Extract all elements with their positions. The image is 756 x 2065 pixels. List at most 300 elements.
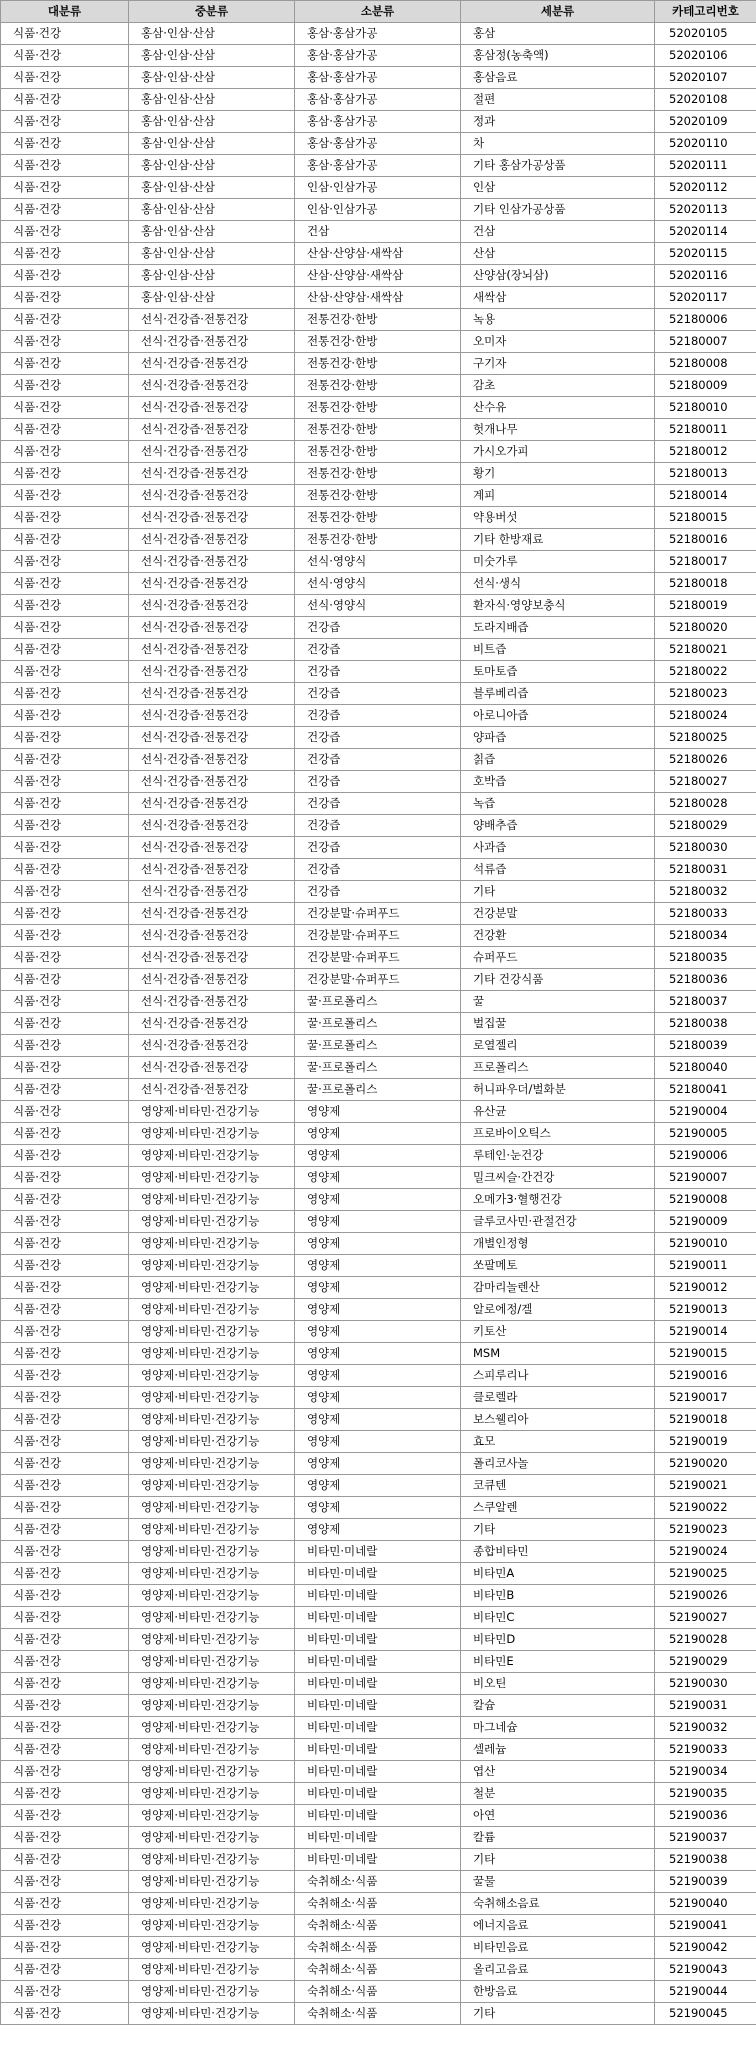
- table-row: [1, 771, 756, 793]
- minor-category-cell: 비타민·미네랄: [295, 1739, 461, 1761]
- table-row: [1, 1783, 756, 1805]
- major-category-cell: 식품·건강: [1, 331, 129, 353]
- table-row: [1, 507, 756, 529]
- minor-category-cell: 비타민·미네랄: [295, 1673, 461, 1695]
- sub-category-cell: 스피루리나: [461, 1365, 655, 1387]
- minor-category-cell: 건강즙: [295, 705, 461, 727]
- sub-category-cell: 차: [461, 133, 655, 155]
- minor-category-cell: 전통건강·한방: [295, 441, 461, 463]
- major-category-cell: 식품·건강: [1, 881, 129, 903]
- table-row: [1, 463, 756, 485]
- sub-category-cell: 도라지배즙: [461, 617, 655, 639]
- major-category-cell: 식품·건강: [1, 23, 129, 45]
- middle-category-cell: 선식·건강즙·전통건강: [129, 881, 295, 903]
- minor-category-cell: 비타민·미네랄: [295, 1849, 461, 1871]
- minor-category-cell: 꿀·프로폴리스: [295, 1013, 461, 1035]
- category-number-cell: 52180026: [655, 749, 756, 771]
- table-row: [1, 661, 756, 683]
- sub-category-cell: 감마리놀렌산: [461, 1277, 655, 1299]
- major-category-cell: 식품·건강: [1, 1387, 129, 1409]
- table-row: [1, 969, 756, 991]
- middle-category-cell: 영양제·비타민·건강기능: [129, 1497, 295, 1519]
- header-major-category: 대분류: [1, 1, 129, 23]
- minor-category-cell: 비타민·미네랄: [295, 1629, 461, 1651]
- minor-category-cell: 홍삼·홍삼가공: [295, 133, 461, 155]
- category-number-cell: 52020114: [655, 221, 756, 243]
- sub-category-cell: 글루코사민·관절건강: [461, 1211, 655, 1233]
- table-row: [1, 1057, 756, 1079]
- minor-category-cell: 비타민·미네랄: [295, 1717, 461, 1739]
- middle-category-cell: 영양제·비타민·건강기능: [129, 1343, 295, 1365]
- major-category-cell: 식품·건강: [1, 771, 129, 793]
- middle-category-cell: 선식·건강즙·전통건강: [129, 353, 295, 375]
- category-number-cell: 52190035: [655, 1783, 756, 1805]
- sub-category-cell: 산수유: [461, 397, 655, 419]
- category-number-cell: 52020112: [655, 177, 756, 199]
- middle-category-cell: 영양제·비타민·건강기능: [129, 1937, 295, 1959]
- category-number-cell: 52180039: [655, 1035, 756, 1057]
- major-category-cell: 식품·건강: [1, 375, 129, 397]
- middle-category-cell: 영양제·비타민·건강기능: [129, 1299, 295, 1321]
- table-row: [1, 1981, 756, 2003]
- minor-category-cell: 영양제: [295, 1343, 461, 1365]
- sub-category-cell: 칼륨: [461, 1827, 655, 1849]
- table-row: [1, 881, 756, 903]
- sub-category-cell: 쏘팔메토: [461, 1255, 655, 1277]
- category-number-cell: 52190020: [655, 1453, 756, 1475]
- category-number-cell: 52180028: [655, 793, 756, 815]
- sub-category-cell: 프로바이오틱스: [461, 1123, 655, 1145]
- middle-category-cell: 영양제·비타민·건강기능: [129, 1409, 295, 1431]
- sub-category-cell: 토마토즙: [461, 661, 655, 683]
- table-row: [1, 485, 756, 507]
- category-number-cell: 52180006: [655, 309, 756, 331]
- table-row: [1, 243, 756, 265]
- category-number-cell: 52180007: [655, 331, 756, 353]
- table-row: [1, 375, 756, 397]
- major-category-cell: 식품·건강: [1, 397, 129, 419]
- major-category-cell: 식품·건강: [1, 1211, 129, 1233]
- minor-category-cell: 산삼·산양삼·새싹삼: [295, 243, 461, 265]
- major-category-cell: 식품·건강: [1, 67, 129, 89]
- table-row: [1, 793, 756, 815]
- category-number-cell: 52190031: [655, 1695, 756, 1717]
- table-row: [1, 2003, 756, 2025]
- table-row: [1, 1563, 756, 1585]
- table-row: [1, 991, 756, 1013]
- category-number-cell: 52190009: [655, 1211, 756, 1233]
- sub-category-cell: 오메가3·혈행건강: [461, 1189, 655, 1211]
- category-number-cell: 52190030: [655, 1673, 756, 1695]
- middle-category-cell: 선식·건강즙·전통건강: [129, 815, 295, 837]
- minor-category-cell: 영양제: [295, 1519, 461, 1541]
- middle-category-cell: 홍삼·인삼·산삼: [129, 45, 295, 67]
- category-number-cell: 52020105: [655, 23, 756, 45]
- sub-category-cell: 보스웰리아: [461, 1409, 655, 1431]
- middle-category-cell: 영양제·비타민·건강기능: [129, 1321, 295, 1343]
- table-row: [1, 1255, 756, 1277]
- middle-category-cell: 영양제·비타민·건강기능: [129, 1695, 295, 1717]
- major-category-cell: 식품·건강: [1, 287, 129, 309]
- category-number-cell: 52190014: [655, 1321, 756, 1343]
- table-body: [1, 23, 756, 2025]
- sub-category-cell: 미숫가루: [461, 551, 655, 573]
- sub-category-cell: 엽산: [461, 1761, 655, 1783]
- middle-category-cell: 홍삼·인삼·산삼: [129, 265, 295, 287]
- minor-category-cell: 전통건강·한방: [295, 485, 461, 507]
- table-row: [1, 727, 756, 749]
- table-row: [1, 1695, 756, 1717]
- major-category-cell: 식품·건강: [1, 1783, 129, 1805]
- major-category-cell: 식품·건강: [1, 1519, 129, 1541]
- sub-category-cell: 허니파우더/벌화분: [461, 1079, 655, 1101]
- category-number-cell: 52180015: [655, 507, 756, 529]
- minor-category-cell: 비타민·미네랄: [295, 1607, 461, 1629]
- middle-category-cell: 영양제·비타민·건강기능: [129, 1981, 295, 2003]
- major-category-cell: 식품·건강: [1, 199, 129, 221]
- sub-category-cell: 기타: [461, 1849, 655, 1871]
- sub-category-cell: 블루베리즙: [461, 683, 655, 705]
- minor-category-cell: 비타민·미네랄: [295, 1761, 461, 1783]
- major-category-cell: 식품·건강: [1, 441, 129, 463]
- middle-category-cell: 영양제·비타민·건강기능: [129, 1651, 295, 1673]
- sub-category-cell: 정과: [461, 111, 655, 133]
- minor-category-cell: 비타민·미네랄: [295, 1651, 461, 1673]
- major-category-cell: 식품·건강: [1, 1233, 129, 1255]
- minor-category-cell: 건강분말·슈퍼푸드: [295, 925, 461, 947]
- category-number-cell: 52190015: [655, 1343, 756, 1365]
- minor-category-cell: 숙취해소·식품: [295, 2003, 461, 2025]
- sub-category-cell: 기타 인삼가공상품: [461, 199, 655, 221]
- middle-category-cell: 영양제·비타민·건강기능: [129, 1783, 295, 1805]
- category-number-cell: 52020110: [655, 133, 756, 155]
- middle-category-cell: 홍삼·인삼·산삼: [129, 23, 295, 45]
- middle-category-cell: 영양제·비타민·건강기능: [129, 1585, 295, 1607]
- category-number-cell: 52190006: [655, 1145, 756, 1167]
- major-category-cell: 식품·건강: [1, 639, 129, 661]
- sub-category-cell: 비타민음료: [461, 1937, 655, 1959]
- minor-category-cell: 홍삼·홍삼가공: [295, 45, 461, 67]
- middle-category-cell: 영양제·비타민·건강기능: [129, 1959, 295, 1981]
- minor-category-cell: 영양제: [295, 1145, 461, 1167]
- major-category-cell: 식품·건강: [1, 1079, 129, 1101]
- minor-category-cell: 전통건강·한방: [295, 529, 461, 551]
- category-number-cell: 52190023: [655, 1519, 756, 1541]
- middle-category-cell: 영양제·비타민·건강기능: [129, 1189, 295, 1211]
- sub-category-cell: 유산균: [461, 1101, 655, 1123]
- major-category-cell: 식품·건강: [1, 353, 129, 375]
- table-row: [1, 89, 756, 111]
- middle-category-cell: 영양제·비타민·건강기능: [129, 1123, 295, 1145]
- minor-category-cell: 인삼·인삼가공: [295, 199, 461, 221]
- sub-category-cell: 건삼: [461, 221, 655, 243]
- major-category-cell: 식품·건강: [1, 1475, 129, 1497]
- minor-category-cell: 영양제: [295, 1101, 461, 1123]
- table-row: [1, 1607, 756, 1629]
- table-row: [1, 903, 756, 925]
- major-category-cell: 식품·건강: [1, 1937, 129, 1959]
- table-row: [1, 1233, 756, 1255]
- sub-category-cell: 폴리코사놀: [461, 1453, 655, 1475]
- major-category-cell: 식품·건강: [1, 177, 129, 199]
- sub-category-cell: 꿀물: [461, 1871, 655, 1893]
- middle-category-cell: 영양제·비타민·건강기능: [129, 1519, 295, 1541]
- category-number-cell: 52020115: [655, 243, 756, 265]
- middle-category-cell: 선식·건강즙·전통건강: [129, 419, 295, 441]
- table-row: [1, 1277, 756, 1299]
- sub-category-cell: 슈퍼푸드: [461, 947, 655, 969]
- table-row: [1, 45, 756, 67]
- table-row: [1, 1959, 756, 1981]
- sub-category-cell: 숙취해소음료: [461, 1893, 655, 1915]
- table-row: [1, 331, 756, 353]
- major-category-cell: 식품·건강: [1, 1431, 129, 1453]
- table-row: [1, 23, 756, 45]
- major-category-cell: 식품·건강: [1, 89, 129, 111]
- table-row: [1, 1629, 756, 1651]
- sub-category-cell: 칡즙: [461, 749, 655, 771]
- middle-category-cell: 영양제·비타민·건강기능: [129, 1915, 295, 1937]
- table-row: [1, 265, 756, 287]
- minor-category-cell: 영양제: [295, 1453, 461, 1475]
- table-row: [1, 1937, 756, 1959]
- category-number-cell: 52190024: [655, 1541, 756, 1563]
- middle-category-cell: 선식·건강즙·전통건강: [129, 947, 295, 969]
- table-row: [1, 1497, 756, 1519]
- category-number-cell: 52190018: [655, 1409, 756, 1431]
- middle-category-cell: 영양제·비타민·건강기능: [129, 1101, 295, 1123]
- middle-category-cell: 선식·건강즙·전통건강: [129, 793, 295, 815]
- major-category-cell: 식품·건강: [1, 1299, 129, 1321]
- table-row: [1, 1827, 756, 1849]
- minor-category-cell: 비타민·미네랄: [295, 1585, 461, 1607]
- table-row: [1, 1101, 756, 1123]
- major-category-cell: 식품·건강: [1, 1761, 129, 1783]
- category-number-cell: 52180023: [655, 683, 756, 705]
- major-category-cell: 식품·건강: [1, 551, 129, 573]
- table-row: [1, 705, 756, 727]
- table-row: [1, 397, 756, 419]
- sub-category-cell: 비트즙: [461, 639, 655, 661]
- minor-category-cell: 전통건강·한방: [295, 463, 461, 485]
- category-number-cell: 52180010: [655, 397, 756, 419]
- major-category-cell: 식품·건강: [1, 1827, 129, 1849]
- table-row: [1, 1299, 756, 1321]
- category-number-cell: 52190008: [655, 1189, 756, 1211]
- sub-category-cell: 홍삼음료: [461, 67, 655, 89]
- minor-category-cell: 전통건강·한방: [295, 331, 461, 353]
- minor-category-cell: 홍삼·홍삼가공: [295, 23, 461, 45]
- minor-category-cell: 선식·영양식: [295, 551, 461, 573]
- table-row: [1, 1321, 756, 1343]
- middle-category-cell: 영양제·비타민·건강기능: [129, 1233, 295, 1255]
- table-row: [1, 1805, 756, 1827]
- sub-category-cell: 양배추즙: [461, 815, 655, 837]
- minor-category-cell: 영양제: [295, 1211, 461, 1233]
- middle-category-cell: 영양제·비타민·건강기능: [129, 1761, 295, 1783]
- sub-category-cell: 비타민E: [461, 1651, 655, 1673]
- table-row: [1, 1673, 756, 1695]
- sub-category-cell: 기타: [461, 2003, 655, 2025]
- middle-category-cell: 영양제·비타민·건강기능: [129, 1629, 295, 1651]
- minor-category-cell: 숙취해소·식품: [295, 1915, 461, 1937]
- minor-category-cell: 인삼·인삼가공: [295, 177, 461, 199]
- sub-category-cell: 칼슘: [461, 1695, 655, 1717]
- category-number-cell: 52020116: [655, 265, 756, 287]
- minor-category-cell: 건강분말·슈퍼푸드: [295, 969, 461, 991]
- table-row: [1, 1717, 756, 1739]
- table-row: [1, 1189, 756, 1211]
- sub-category-cell: 비타민C: [461, 1607, 655, 1629]
- category-number-cell: 52180025: [655, 727, 756, 749]
- sub-category-cell: 환자식·영양보충식: [461, 595, 655, 617]
- sub-category-cell: 계피: [461, 485, 655, 507]
- category-number-cell: 52180020: [655, 617, 756, 639]
- major-category-cell: 식품·건강: [1, 1101, 129, 1123]
- major-category-cell: 식품·건강: [1, 1541, 129, 1563]
- category-number-cell: 52180014: [655, 485, 756, 507]
- table-row: [1, 1387, 756, 1409]
- category-number-cell: 52180008: [655, 353, 756, 375]
- minor-category-cell: 영양제: [295, 1387, 461, 1409]
- major-category-cell: 식품·건강: [1, 1673, 129, 1695]
- sub-category-cell: 홍삼정(농축액): [461, 45, 655, 67]
- middle-category-cell: 영양제·비타민·건강기능: [129, 1673, 295, 1695]
- minor-category-cell: 전통건강·한방: [295, 419, 461, 441]
- middle-category-cell: 홍삼·인삼·산삼: [129, 177, 295, 199]
- sub-category-cell: 선식·생식: [461, 573, 655, 595]
- major-category-cell: 식품·건강: [1, 1981, 129, 2003]
- minor-category-cell: 산삼·산양삼·새싹삼: [295, 287, 461, 309]
- minor-category-cell: 영양제: [295, 1233, 461, 1255]
- table-row: [1, 639, 756, 661]
- table-row: [1, 1915, 756, 1937]
- table-row: [1, 1453, 756, 1475]
- category-number-cell: 52190032: [655, 1717, 756, 1739]
- middle-category-cell: 홍삼·인삼·산삼: [129, 133, 295, 155]
- minor-category-cell: 선식·영양식: [295, 573, 461, 595]
- category-number-cell: 52180018: [655, 573, 756, 595]
- category-number-cell: 52180011: [655, 419, 756, 441]
- category-number-cell: 52190039: [655, 1871, 756, 1893]
- middle-category-cell: 선식·건강즙·전통건강: [129, 639, 295, 661]
- category-number-cell: 52180036: [655, 969, 756, 991]
- table-row: [1, 1475, 756, 1497]
- middle-category-cell: 홍삼·인삼·산삼: [129, 243, 295, 265]
- sub-category-cell: 건강분말: [461, 903, 655, 925]
- category-number-cell: 52190041: [655, 1915, 756, 1937]
- category-number-cell: 52190007: [655, 1167, 756, 1189]
- category-number-cell: 52190037: [655, 1827, 756, 1849]
- table-row: [1, 925, 756, 947]
- sub-category-cell: 기타 한방재료: [461, 529, 655, 551]
- major-category-cell: 식품·건강: [1, 1343, 129, 1365]
- major-category-cell: 식품·건강: [1, 155, 129, 177]
- sub-category-cell: 홍삼: [461, 23, 655, 45]
- table-row: [1, 947, 756, 969]
- minor-category-cell: 숙취해소·식품: [295, 1893, 461, 1915]
- sub-category-cell: 프로폴리스: [461, 1057, 655, 1079]
- middle-category-cell: 영양제·비타민·건강기능: [129, 1431, 295, 1453]
- major-category-cell: 식품·건강: [1, 991, 129, 1013]
- sub-category-cell: 셀레늄: [461, 1739, 655, 1761]
- table-row: [1, 177, 756, 199]
- middle-category-cell: 선식·건강즙·전통건강: [129, 683, 295, 705]
- category-number-cell: 52190034: [655, 1761, 756, 1783]
- middle-category-cell: 선식·건강즙·전통건강: [129, 397, 295, 419]
- sub-category-cell: 산양삼(장뇌삼): [461, 265, 655, 287]
- major-category-cell: 식품·건강: [1, 1145, 129, 1167]
- major-category-cell: 식품·건강: [1, 1805, 129, 1827]
- major-category-cell: 식품·건강: [1, 1629, 129, 1651]
- major-category-cell: 식품·건강: [1, 1695, 129, 1717]
- table-row: [1, 1167, 756, 1189]
- middle-category-cell: 선식·건강즙·전통건강: [129, 1013, 295, 1035]
- sub-category-cell: 키토산: [461, 1321, 655, 1343]
- middle-category-cell: 영양제·비타민·건강기능: [129, 2003, 295, 2025]
- middle-category-cell: 영양제·비타민·건강기능: [129, 1211, 295, 1233]
- minor-category-cell: 건강분말·슈퍼푸드: [295, 947, 461, 969]
- middle-category-cell: 선식·건강즙·전통건강: [129, 837, 295, 859]
- category-number-cell: 52190044: [655, 1981, 756, 2003]
- minor-category-cell: 영양제: [295, 1255, 461, 1277]
- major-category-cell: 식품·건강: [1, 1585, 129, 1607]
- table-row: [1, 419, 756, 441]
- sub-category-cell: 사과즙: [461, 837, 655, 859]
- category-number-cell: 52190025: [655, 1563, 756, 1585]
- category-number-cell: 52190005: [655, 1123, 756, 1145]
- table-row: [1, 353, 756, 375]
- major-category-cell: 식품·건강: [1, 793, 129, 815]
- sub-category-cell: 녹용: [461, 309, 655, 331]
- category-number-cell: 52190021: [655, 1475, 756, 1497]
- major-category-cell: 식품·건강: [1, 859, 129, 881]
- middle-category-cell: 선식·건강즙·전통건강: [129, 749, 295, 771]
- category-number-cell: 52190042: [655, 1937, 756, 1959]
- table-row: [1, 1123, 756, 1145]
- minor-category-cell: 건강즙: [295, 837, 461, 859]
- major-category-cell: 식품·건강: [1, 133, 129, 155]
- major-category-cell: 식품·건강: [1, 265, 129, 287]
- sub-category-cell: 밀크씨슬·간건강: [461, 1167, 655, 1189]
- minor-category-cell: 전통건강·한방: [295, 397, 461, 419]
- category-number-cell: 52180032: [655, 881, 756, 903]
- table-row: [1, 617, 756, 639]
- major-category-cell: 식품·건강: [1, 683, 129, 705]
- minor-category-cell: 전통건강·한방: [295, 375, 461, 397]
- table-row: [1, 309, 756, 331]
- minor-category-cell: 홍삼·홍삼가공: [295, 67, 461, 89]
- category-number-cell: 52180029: [655, 815, 756, 837]
- major-category-cell: 식품·건강: [1, 1849, 129, 1871]
- table-row: [1, 1409, 756, 1431]
- table-row: [1, 133, 756, 155]
- sub-category-cell: 비타민D: [461, 1629, 655, 1651]
- sub-category-cell: 벌집꿀: [461, 1013, 655, 1035]
- category-number-cell: 52180024: [655, 705, 756, 727]
- table-row: [1, 1079, 756, 1101]
- sub-category-cell: 아연: [461, 1805, 655, 1827]
- major-category-cell: 식품·건강: [1, 485, 129, 507]
- category-number-cell: 52020117: [655, 287, 756, 309]
- sub-category-cell: 마그네슘: [461, 1717, 655, 1739]
- major-category-cell: 식품·건강: [1, 419, 129, 441]
- major-category-cell: 식품·건강: [1, 1409, 129, 1431]
- category-number-cell: 52180030: [655, 837, 756, 859]
- middle-category-cell: 영양제·비타민·건강기능: [129, 1277, 295, 1299]
- major-category-cell: 식품·건강: [1, 1123, 129, 1145]
- table-row: [1, 1431, 756, 1453]
